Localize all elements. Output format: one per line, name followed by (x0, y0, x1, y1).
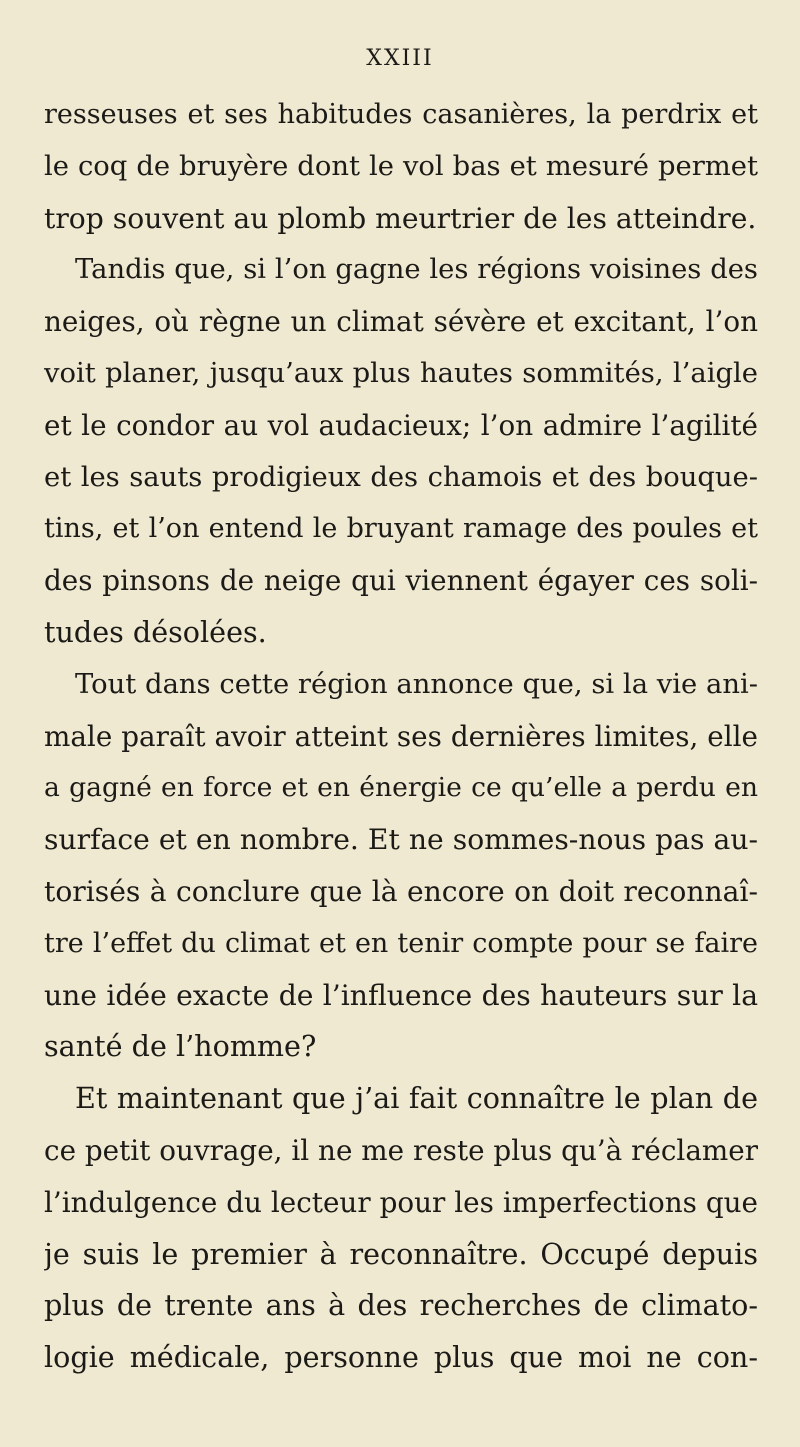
text-line: je suis le premier à reconnaître. Occupé depuis (44, 1236, 758, 1271)
text-line: plus de trente ans à des recherches de climato- (44, 1288, 758, 1323)
text-line: trop souvent au plomb meurtrier de les atteindre. (44, 201, 757, 235)
text-line: voit planer, jusqu’aux plus hautes sommités, l’aigle (44, 357, 758, 389)
text-line: ce petit ouvrage, il ne me reste plus qu’à réclamer (44, 1133, 758, 1167)
text-line: male paraît avoir atteint ses dernières limites, elle (44, 719, 758, 753)
running-head-page-number: XXIII (366, 46, 434, 71)
text-line: tins, et l’on entend le bruyant ramage des poules et (44, 513, 758, 545)
text-line: resseuses et ses habitudes casanières, la perdrix et (44, 99, 758, 130)
text-line: le coq de bruyère dont le vol bas et mesuré permet (44, 150, 758, 182)
text-line: et les sauts prodigieux des chamois et des bouque- (44, 461, 758, 493)
text-line: une idée exacte de l’influence des hauteurs sur la (44, 978, 758, 1012)
text-line: des pinsons de neige qui viennent égayer ces soli- (44, 564, 758, 598)
body-text (44, 89, 758, 1384)
text-line: a gagné en force et en énergie ce qu’elle a perdu en (44, 772, 758, 804)
text-line: santé de l’homme? (44, 1029, 317, 1064)
paragraph-first-line: Et maintenant que j’ai fait connaître le plan de (75, 1081, 758, 1116)
text-line: surface et en nombre. Et ne sommes-nous pas au- (44, 823, 758, 857)
paragraph-first-line: Tout dans cette région annonce que, si la vie ani- (75, 668, 758, 700)
text-line: neiges, où règne un climat sévère et excitant, l’on (44, 305, 758, 339)
text-line: tudes désolées. (44, 614, 267, 649)
text-line: logie médicale, personne plus que moi ne con- (44, 1340, 758, 1375)
text-line: et le condor au vol audacieux; l’on admire l’agilité (44, 408, 758, 442)
text-line: l’indulgence du lecteur pour les imperfections que (44, 1185, 758, 1219)
text-line: torisés à conclure que là encore on doit reconnaî- (44, 874, 758, 908)
paragraph-first-line: Tandis que, si l’on gagne les régions voisines des (75, 254, 758, 286)
text-line: tre l’effet du climat et en tenir compte pour se faire (44, 927, 758, 959)
